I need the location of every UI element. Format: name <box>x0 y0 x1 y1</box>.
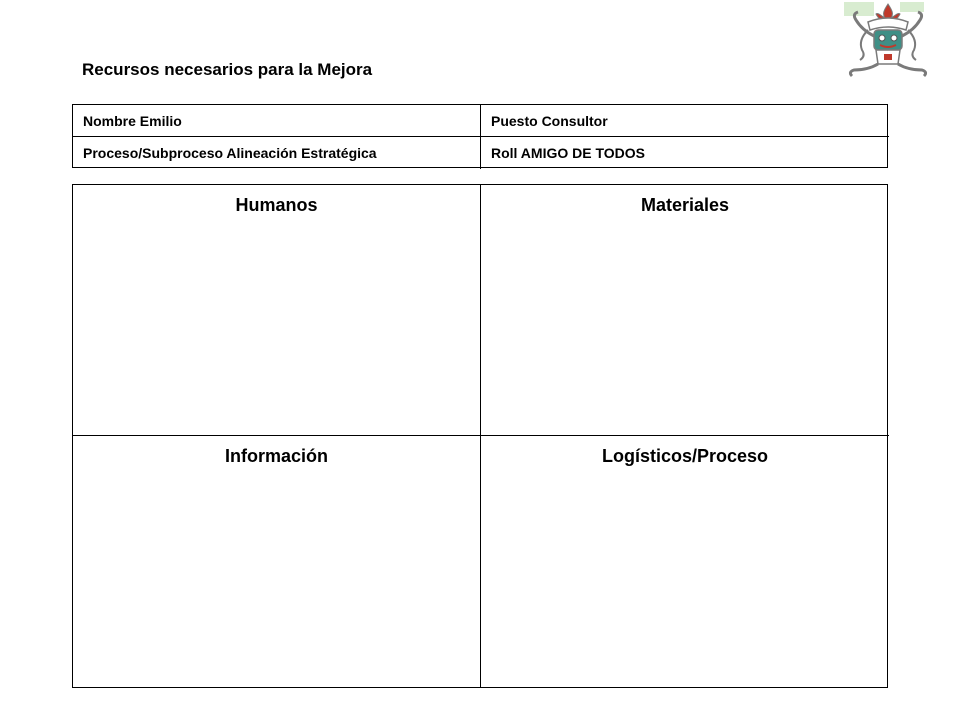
puesto-cell: Puesto Consultor <box>481 105 889 137</box>
info-table <box>72 104 888 168</box>
logisticos-heading: Logísticos/Proceso <box>601 446 769 466</box>
page-title: Recursos necesarios para la Mejora <box>82 60 373 79</box>
humanos-cell <box>73 185 481 436</box>
mythic-figure-emblem-icon <box>838 0 938 84</box>
nombre-cell: Nombre Emilio <box>73 105 481 137</box>
humanos-heading: Humanos <box>235 195 318 215</box>
materiales-cell <box>481 185 889 436</box>
informacion-heading: Información <box>224 446 328 466</box>
materiales-heading: Materiales <box>640 195 730 215</box>
logisticos-cell <box>481 436 889 687</box>
proceso-cell: Proceso/Subproceso Alineación Estratégica <box>73 137 481 169</box>
informacion-cell <box>73 436 481 687</box>
resources-grid <box>72 184 888 688</box>
rol-cell: Roll AMIGO DE TODOS <box>491 145 646 161</box>
